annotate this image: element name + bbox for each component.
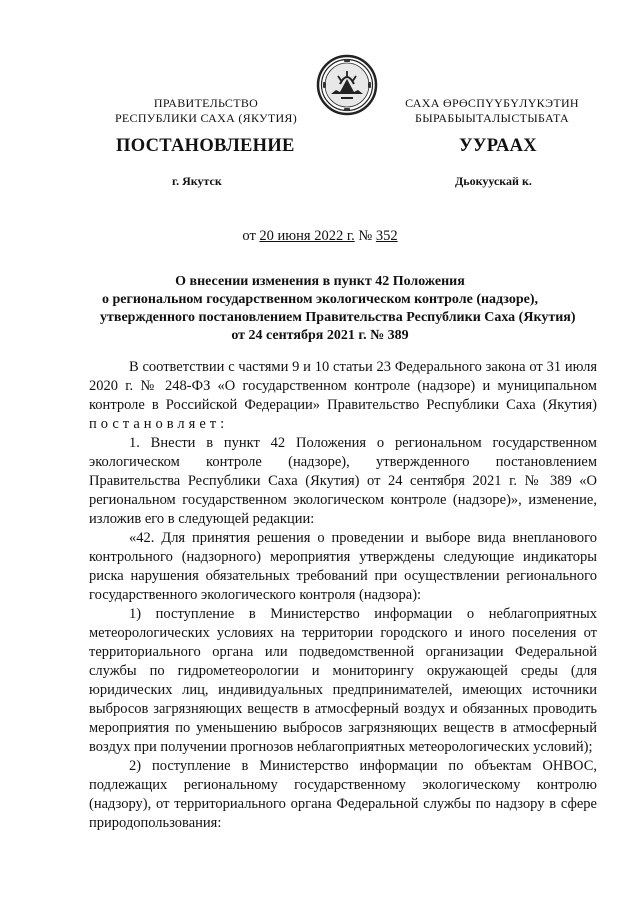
subitem-2-paragraph: 2) поступление в Министерство информации по объектам ОНВОС, подлежащих региональному государственному экологическому контролю (надзору), от территориального органа Федеральной службы по надзору в сфере природопользования:	[89, 758, 597, 831]
preamble-text: В соответствии с частями 9 и 10 статьи 23 Федерального закона от 31 июля 2020 г. № 248-ФЗ «О государственном контроле (надзоре) и муниципальном контроле в Российской Федерации» Правительство Республики Саха (Якутия)	[89, 359, 597, 413]
resolves-word: постановляет:	[89, 416, 229, 432]
left-org-line-2: РЕСПУБЛИКИ САХА (ЯКУТИЯ)	[114, 111, 298, 125]
title-line-3: утвержденного постановлением Правительства Республики Саха (Якутия)	[100, 310, 576, 325]
number-sign: №	[354, 228, 376, 244]
date-number-line	[0, 228, 640, 245]
document-type-russian: ПОСТАНОВЛЕНИЕ	[116, 136, 295, 156]
right-org-line-2: БЫРАБЫЫТАЛЫСТЫБАТА	[415, 111, 569, 125]
title-line-2: о региональном государственном экологическом контроле (надзоре),	[101, 292, 539, 307]
right-org-line-1: САХА ӨРӨСПҮҮБҮЛҮКЭТИН	[405, 96, 579, 110]
document-body	[89, 358, 597, 833]
document-date: 20 июня 2022 г.	[259, 228, 355, 244]
city-russian: г. Якутск	[172, 174, 222, 188]
date-prefix: от	[242, 228, 260, 244]
title-line-4: от 24 сентября 2021 г. № 389	[231, 328, 409, 343]
quote-intro-paragraph: «42. Для принятия решения о проведении и выборе вида внепланового контрольного (надзорного) мероприятия утверждены следующие индикаторы риска нарушения обязательных требований при осуществлении регионального государственного экологического контроля (надзора):	[89, 530, 597, 603]
left-organization-name	[86, 96, 326, 126]
item-1-paragraph: 1. Внести в пункт 42 Положения о региональном государственном экологическом контроле (надзоре), утвержденного постановлением Правительства Республики Саха (Якутия) от 24 сентября 2021 г. № 389 «О региональном государственном экологическом контроле (надзоре)», изменение, изложив его в следующей редакции:	[89, 435, 597, 527]
title-line-1: О внесении изменения в пункт 42 Положения	[175, 274, 465, 289]
document-type-yakut: УУРААХ	[459, 136, 537, 156]
preamble-paragraph	[89, 358, 597, 434]
document-title	[100, 273, 576, 345]
city-yakut: Дьокуускай к.	[455, 174, 532, 188]
document-number: 352	[375, 228, 398, 244]
subitem-1-paragraph: 1) поступление в Министерство информации о неблагоприятных метеорологических условиях на территории городского и иного поселения от территориального органа или подведомственной организации Федеральной службы по гидрометеорологии и мониторингу окружающей среды (для юридических лиц, индивидуальных предпринимателей, имеющих источники выбросов загрязняющих веществ в атмосферный воздух и обязанных проводить мероприятия по уменьшению выбросов загрязняющих веществ в атмосферный воздух при получении прогнозов неблагоприятных метеорологических условий);	[89, 606, 597, 755]
right-organization-name	[372, 96, 612, 126]
left-org-line-1: ПРАВИТЕЛЬСТВО	[153, 96, 259, 110]
